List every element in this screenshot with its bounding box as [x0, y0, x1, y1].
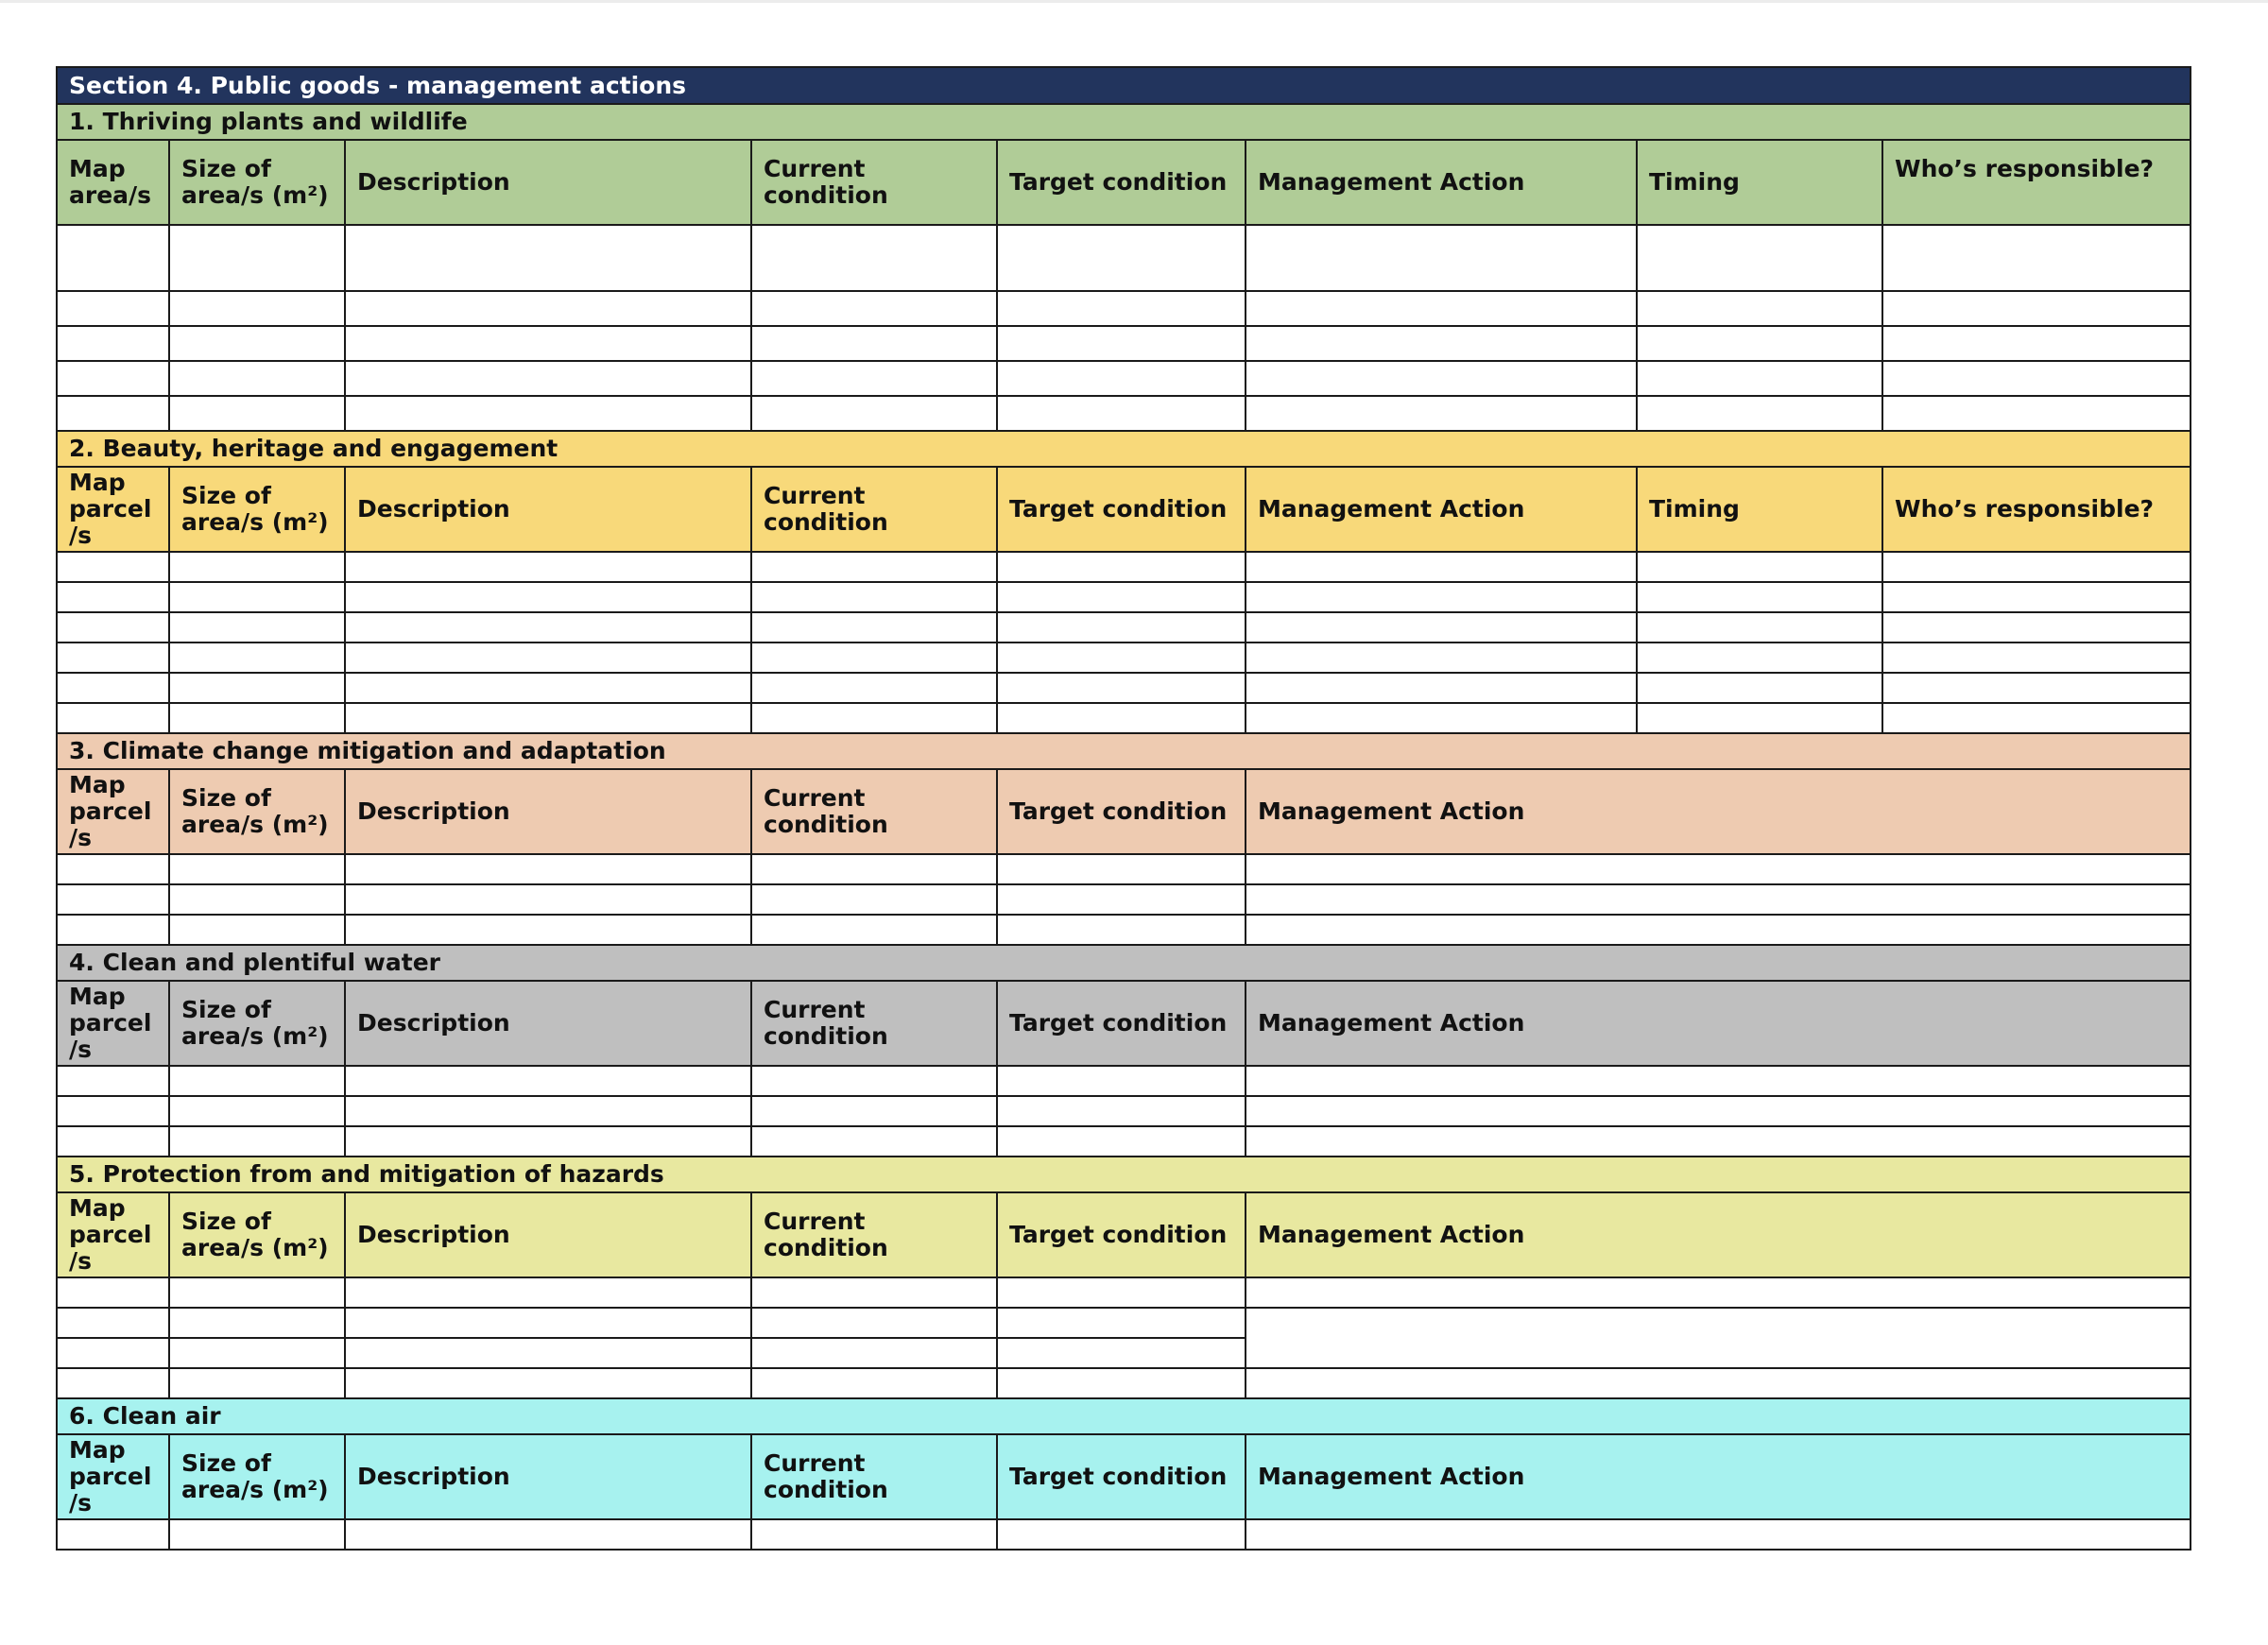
col-current-condition: Current condition — [751, 467, 997, 552]
table-row — [57, 291, 2191, 326]
input-cell[interactable] — [57, 673, 169, 703]
col-map-area: Map area/s — [57, 140, 169, 225]
input-cell[interactable] — [997, 225, 1246, 291]
input-cell[interactable] — [997, 854, 1246, 884]
input-cell[interactable] — [1246, 291, 1637, 326]
table-row — [57, 1368, 2191, 1398]
col-management-action: Management Action — [1246, 140, 1637, 225]
input-cell[interactable] — [345, 1308, 751, 1338]
input-cell[interactable] — [1882, 291, 2191, 326]
input-cell[interactable] — [345, 582, 751, 612]
input-cell[interactable] — [1882, 582, 2191, 612]
col-description: Description — [345, 1192, 751, 1277]
input-cell[interactable] — [751, 1096, 997, 1126]
input-cell[interactable] — [997, 396, 1246, 431]
input-cell[interactable] — [997, 326, 1246, 361]
input-cell[interactable] — [1637, 703, 1882, 733]
table-row — [57, 582, 2191, 612]
input-cell[interactable] — [751, 703, 997, 733]
page-top-edge — [0, 0, 2268, 3]
input-cell[interactable] — [345, 1519, 751, 1550]
input-cell[interactable] — [1246, 552, 1637, 582]
input-cell[interactable] — [751, 1066, 997, 1096]
col-size: Size of area/s (m²) — [169, 1434, 345, 1519]
table-row — [57, 673, 2191, 703]
col-timing: Timing — [1637, 140, 1882, 225]
input-cell[interactable] — [169, 854, 345, 884]
col-target-condition: Target condition — [997, 981, 1246, 1066]
table-row — [57, 1096, 2191, 1126]
table-row — [57, 326, 2191, 361]
input-cell[interactable] — [345, 1277, 751, 1308]
input-cell[interactable] — [751, 1277, 997, 1308]
input-cell[interactable] — [57, 1126, 169, 1157]
input-cell[interactable] — [57, 582, 169, 612]
section-heading-2: 2. Beauty, heritage and engagement — [57, 431, 2191, 467]
col-description: Description — [345, 1434, 751, 1519]
col-management-action: Management Action — [1246, 467, 1637, 552]
input-cell[interactable] — [169, 1308, 345, 1338]
section-title: Section 4. Public goods - management actions — [57, 67, 2191, 104]
input-cell[interactable] — [1246, 643, 1637, 673]
input-cell[interactable] — [997, 552, 1246, 582]
input-cell[interactable] — [1637, 396, 1882, 431]
section-heading-5: 5. Protection from and mitigation of hazards — [57, 1157, 2191, 1192]
input-cell[interactable] — [169, 1338, 345, 1368]
input-cell[interactable] — [1246, 1066, 2191, 1096]
col-size: Size of area/s (m²) — [169, 140, 345, 225]
input-cell[interactable] — [345, 884, 751, 915]
input-cell[interactable] — [751, 612, 997, 643]
input-cell[interactable] — [1246, 582, 1637, 612]
col-description: Description — [345, 467, 751, 552]
col-map-parcel: Map parcel /s — [57, 467, 169, 552]
input-cell[interactable] — [1637, 643, 1882, 673]
input-cell[interactable] — [345, 703, 751, 733]
input-cell[interactable] — [1882, 612, 2191, 643]
input-cell[interactable] — [169, 396, 345, 431]
input-cell[interactable] — [169, 582, 345, 612]
table-row — [57, 1308, 2191, 1338]
col-size: Size of area/s (m²) — [169, 769, 345, 854]
input-cell[interactable] — [997, 915, 1246, 945]
input-cell[interactable] — [997, 1338, 1246, 1368]
col-management-action: Management Action — [1246, 981, 2191, 1066]
input-cell[interactable] — [1246, 612, 1637, 643]
col-map-parcel: Map parcel /s — [57, 1434, 169, 1519]
input-cell[interactable] — [345, 225, 751, 291]
col-current-condition: Current condition — [751, 140, 997, 225]
input-cell[interactable] — [751, 1126, 997, 1157]
input-cell[interactable] — [1246, 884, 2191, 915]
input-cell[interactable] — [345, 612, 751, 643]
input-cell[interactable] — [169, 225, 345, 291]
input-cell[interactable] — [169, 915, 345, 945]
input-cell[interactable] — [751, 1308, 997, 1338]
input-cell[interactable] — [751, 1338, 997, 1368]
input-cell[interactable] — [751, 1519, 997, 1550]
input-cell[interactable] — [57, 225, 169, 291]
input-cell[interactable] — [1246, 396, 1637, 431]
input-cell[interactable] — [997, 1308, 1246, 1338]
input-cell[interactable] — [1882, 643, 2191, 673]
input-cell[interactable] — [169, 1096, 345, 1126]
input-cell[interactable] — [169, 643, 345, 673]
input-cell[interactable] — [57, 1368, 169, 1398]
input-cell[interactable] — [1882, 225, 2191, 291]
input-cell[interactable] — [1882, 703, 2191, 733]
input-cell[interactable] — [345, 643, 751, 673]
table-row — [57, 552, 2191, 582]
input-cell[interactable] — [997, 612, 1246, 643]
col-target-condition: Target condition — [997, 140, 1246, 225]
col-timing: Timing — [1637, 467, 1882, 552]
input-cell[interactable] — [57, 1277, 169, 1308]
col-target-condition: Target condition — [997, 769, 1246, 854]
input-cell[interactable] — [1246, 361, 1637, 396]
input-cell[interactable] — [169, 1519, 345, 1550]
input-cell[interactable] — [751, 915, 997, 945]
input-cell[interactable] — [169, 1277, 345, 1308]
table-row — [57, 612, 2191, 643]
col-size: Size of area/s (m²) — [169, 981, 345, 1066]
input-cell[interactable] — [1246, 915, 2191, 945]
input-cell[interactable] — [345, 361, 751, 396]
input-cell[interactable] — [169, 703, 345, 733]
input-cell[interactable] — [57, 361, 169, 396]
input-cell[interactable] — [997, 1368, 1246, 1398]
input-cell[interactable] — [345, 673, 751, 703]
input-cell[interactable] — [169, 612, 345, 643]
input-cell[interactable] — [1882, 552, 2191, 582]
input-cell[interactable] — [1637, 326, 1882, 361]
input-cell[interactable] — [1882, 326, 2191, 361]
input-cell[interactable] — [997, 884, 1246, 915]
table-row — [57, 854, 2191, 884]
input-cell[interactable] — [1246, 1519, 2191, 1550]
input-cell[interactable] — [57, 1066, 169, 1096]
input-cell[interactable] — [169, 673, 345, 703]
input-cell[interactable] — [57, 612, 169, 643]
section-heading-1: 1. Thriving plants and wildlife — [57, 104, 2191, 140]
input-cell[interactable] — [169, 884, 345, 915]
input-cell[interactable] — [57, 552, 169, 582]
input-cell[interactable] — [751, 673, 997, 703]
input-cell[interactable] — [997, 291, 1246, 326]
input-cell[interactable] — [997, 643, 1246, 673]
input-cell[interactable] — [345, 396, 751, 431]
input-cell[interactable] — [751, 582, 997, 612]
input-cell[interactable] — [345, 1066, 751, 1096]
input-cell[interactable] — [345, 326, 751, 361]
input-cell[interactable] — [345, 1126, 751, 1157]
section-heading-4: 4. Clean and plentiful water — [57, 945, 2191, 981]
input-cell[interactable] — [1246, 326, 1637, 361]
col-management-action: Management Action — [1246, 1434, 2191, 1519]
input-cell[interactable] — [751, 884, 997, 915]
input-cell[interactable] — [1246, 673, 1637, 703]
col-current-condition: Current condition — [751, 1434, 997, 1519]
col-target-condition: Target condition — [997, 467, 1246, 552]
table-row — [57, 361, 2191, 396]
input-cell[interactable] — [997, 1519, 1246, 1550]
input-cell[interactable] — [57, 396, 169, 431]
input-cell[interactable] — [345, 1368, 751, 1398]
input-cell[interactable] — [57, 1338, 169, 1368]
public-goods-management-table — [56, 66, 2191, 1551]
input-cell[interactable] — [751, 854, 997, 884]
col-map-parcel: Map parcel /s — [57, 981, 169, 1066]
input-cell[interactable] — [997, 582, 1246, 612]
input-cell[interactable] — [345, 552, 751, 582]
input-cell[interactable] — [345, 1338, 751, 1368]
col-description: Description — [345, 140, 751, 225]
table-row — [57, 643, 2191, 673]
table-row — [57, 1277, 2191, 1308]
input-cell[interactable] — [57, 703, 169, 733]
table-row — [57, 703, 2191, 733]
table-row — [57, 1126, 2191, 1157]
input-cell[interactable] — [1637, 673, 1882, 703]
col-target-condition: Target condition — [997, 1434, 1246, 1519]
table-row — [57, 1519, 2191, 1550]
table-row — [57, 884, 2191, 915]
input-cell[interactable] — [1246, 1368, 2191, 1398]
input-cell[interactable] — [57, 854, 169, 884]
input-cell[interactable] — [1246, 703, 1637, 733]
col-size: Size of area/s (m²) — [169, 467, 345, 552]
input-cell[interactable] — [751, 643, 997, 673]
input-cell[interactable] — [997, 703, 1246, 733]
input-cell[interactable] — [345, 291, 751, 326]
table-row — [57, 396, 2191, 431]
input-cell[interactable] — [169, 1126, 345, 1157]
col-target-condition: Target condition — [997, 1192, 1246, 1277]
input-cell[interactable] — [57, 1519, 169, 1550]
input-cell[interactable] — [1637, 552, 1882, 582]
section-heading-6: 6. Clean air — [57, 1398, 2191, 1434]
input-cell[interactable] — [345, 854, 751, 884]
input-cell[interactable] — [751, 361, 997, 396]
input-cell[interactable] — [1246, 1096, 2191, 1126]
input-cell[interactable] — [751, 396, 997, 431]
input-cell[interactable] — [997, 1277, 1246, 1308]
input-cell[interactable] — [1637, 361, 1882, 396]
col-map-parcel: Map parcel /s — [57, 769, 169, 854]
input-cell[interactable] — [1246, 854, 2191, 884]
input-cell[interactable] — [57, 915, 169, 945]
input-cell[interactable] — [751, 291, 997, 326]
input-cell[interactable] — [169, 1368, 345, 1398]
col-management-action: Management Action — [1246, 769, 2191, 854]
input-cell[interactable] — [57, 1308, 169, 1338]
input-cell[interactable] — [1637, 612, 1882, 643]
input-cell[interactable] — [1882, 361, 2191, 396]
col-responsible: Who’s responsible? — [1882, 467, 2191, 552]
input-cell[interactable] — [169, 291, 345, 326]
input-cell[interactable] — [57, 643, 169, 673]
input-cell[interactable] — [1637, 225, 1882, 291]
col-size: Size of area/s (m²) — [169, 1192, 345, 1277]
input-cell[interactable] — [1637, 582, 1882, 612]
input-cell[interactable] — [1246, 225, 1637, 291]
input-cell[interactable] — [1882, 396, 2191, 431]
input-cell[interactable] — [57, 326, 169, 361]
col-current-condition: Current condition — [751, 1192, 997, 1277]
input-cell[interactable] — [57, 1096, 169, 1126]
input-cell[interactable] — [751, 1368, 997, 1398]
input-cell[interactable] — [751, 552, 997, 582]
table-row — [57, 225, 2191, 291]
col-responsible: Who’s responsible? — [1882, 140, 2191, 225]
input-cell[interactable] — [1882, 673, 2191, 703]
input-cell[interactable] — [169, 326, 345, 361]
input-cell[interactable] — [345, 915, 751, 945]
input-cell[interactable] — [751, 225, 997, 291]
input-cell[interactable] — [1637, 291, 1882, 326]
table-row — [57, 1066, 2191, 1096]
input-cell[interactable] — [751, 326, 997, 361]
input-cell[interactable] — [1246, 1126, 2191, 1157]
input-cell[interactable] — [169, 552, 345, 582]
input-cell[interactable] — [997, 1126, 1246, 1157]
col-map-parcel: Map parcel /s — [57, 1192, 169, 1277]
col-description: Description — [345, 769, 751, 854]
input-cell[interactable] — [57, 884, 169, 915]
input-cell[interactable] — [997, 673, 1246, 703]
col-current-condition: Current condition — [751, 769, 997, 854]
col-description: Description — [345, 981, 751, 1066]
input-cell[interactable] — [345, 1096, 751, 1126]
col-management-action: Management Action — [1246, 1192, 2191, 1277]
input-cell[interactable] — [997, 361, 1246, 396]
input-cell[interactable] — [1246, 1277, 2191, 1308]
table-row — [57, 915, 2191, 945]
input-cell[interactable] — [169, 1066, 345, 1096]
section-heading-3: 3. Climate change mitigation and adaptation — [57, 733, 2191, 769]
input-cell[interactable] — [1246, 1308, 2191, 1368]
col-current-condition: Current condition — [751, 981, 997, 1066]
input-cell[interactable] — [997, 1096, 1246, 1126]
input-cell[interactable] — [169, 361, 345, 396]
input-cell[interactable] — [997, 1066, 1246, 1096]
input-cell[interactable] — [57, 291, 169, 326]
